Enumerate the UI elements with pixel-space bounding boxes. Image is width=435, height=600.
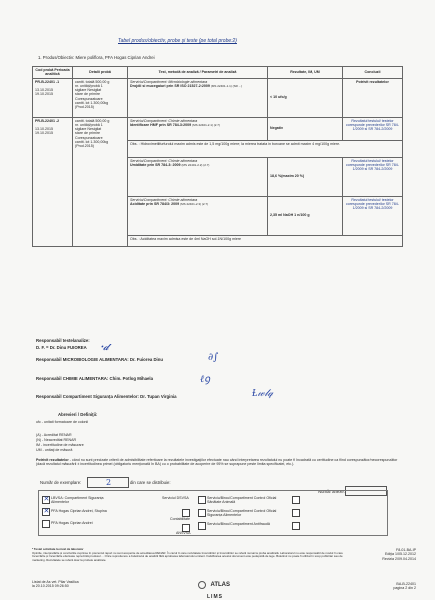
signature-4: Ɫ𝓌𝓁𝓆 <box>252 388 273 399</box>
annexes-label: Număr anexe: <box>318 489 345 494</box>
dist-label-sanatate-animala: Serviciu/Birou/Compartiment Control Oficial Sănătate Animală <box>207 496 277 505</box>
test-conclusion: Rezultatul testului/ testelor corespunde prevederilor SR 784-1/2009 si SR 784-2/2009 <box>343 196 403 235</box>
test-note: (MS 22401-2.1) (2.7) <box>192 122 220 127</box>
potrivit-title: Potrivit rezultatelor <box>36 458 69 462</box>
printed-date: la 20.10.2015 09:26:50 <box>32 584 69 589</box>
test-result: 2,35 ml NaOH 1 n/100 g <box>268 196 343 235</box>
form-code: F8-01-BA-IP <box>396 548 416 552</box>
checkbox-extra-3[interactable] <box>292 522 300 530</box>
test-conclusion: Potrivit rezultatelor <box>343 78 403 117</box>
checkbox-pfa-stupina[interactable]: ✕ <box>43 507 50 515</box>
table-row <box>33 78 403 117</box>
service-label: Serviciu/Compartiment: Chimie alimentara <box>130 118 198 123</box>
product-text: 1. Produs/Obiectiv: Miere poliflora, PFA Hogas Ciprian Andrei <box>38 55 155 60</box>
logo-sub: LIMS <box>207 594 223 600</box>
logo-text: ATLAS <box>210 581 231 588</box>
test-conclusion: Rezultatul testului/ testelor corespunde prevederilor SR 784-1/2009 si SR 784-2/2009 <box>343 157 403 196</box>
col-header-code: Cod probă Perioada analitică <box>33 67 73 79</box>
checkbox-lbvsa[interactable]: ✕ <box>43 495 50 503</box>
dist-label-pfa-stupina: PFA Hogas Ciprian Andrei, Stupina <box>51 509 107 513</box>
abbrev-heading: Abrevieri / Definiţii: <box>58 412 98 417</box>
sample-dates: 13.10.2015 19.10.2015 <box>35 126 53 136</box>
potrivit-block <box>36 458 400 467</box>
responsible-quality: Responsabil Compartiment Siguranța Alimentelor: Dr. Tupan Virginia <box>36 394 177 399</box>
dist-label-lbvsa: LBVSA: Compartiment Siguranța Alimentelor <box>51 496 104 505</box>
results-table <box>32 66 403 247</box>
abbrev-line: ufc - unitati formatoare de colonii <box>36 420 89 424</box>
col-header-conclusion: Concluzii <box>343 67 403 79</box>
test-result: Negativ <box>268 117 343 140</box>
abbrev-line: UM - unitaţi de măsură <box>36 448 73 452</box>
page-info <box>378 582 416 591</box>
test-conclusion: Rezultatul testului/ testelor corespunde prevederilor SR 784-1/2009 si SR 784-2/2009 <box>343 117 403 140</box>
legal-title: * Testel solicitate la nivel de laborator <box>32 547 84 551</box>
printed-by: Listat de As vet. Pilar Vasilica <box>32 580 79 584</box>
printed-info <box>32 580 79 589</box>
abbrev-line: IM - incertitudine de măsurare <box>36 443 84 447</box>
col-header-test: Test, metodă de analiză / Parametri de analiză <box>128 67 268 79</box>
dist-label-siguranta: Serviciu/Birou/Compartiment Control Oficial Siguranța Alimentelor <box>207 509 277 518</box>
copies-value: 2 <box>106 478 112 487</box>
form-edition: Ediţia 1/05.12.2012 <box>385 552 416 557</box>
table-title: Tabel produs/obiectiv, probe şi teste (pe total probe:2) <box>118 38 237 44</box>
test-result: 18,6 %(maxim 20 %) <box>268 157 343 196</box>
sample-code: PR-B-22401 -1 <box>35 79 60 84</box>
form-revision: Revizia 2/09.04.2014 <box>382 556 416 561</box>
logo-icon <box>198 581 206 589</box>
copies-field[interactable] <box>87 477 129 488</box>
table-row <box>33 117 403 140</box>
checkbox-antifrauda[interactable] <box>198 522 206 530</box>
col-header-details: Detalii probă <box>73 67 128 79</box>
sample-details: cantit. totală 500,00 g nr. unități/probă 1 sigilare Nesigilat stare de primire Corespunzatoare cantit. lot 1.300,00kg (Prod.2015) <box>73 117 128 246</box>
page-number: pagina 2 din 2 <box>393 586 416 591</box>
observation-note: Obs. : Hidroximetilfurfurolul maxim admis este de 1,5 mg/100g miere; la mierea tratata in borcane se admit maxim 4 mg/100g miere. <box>128 140 403 157</box>
legal-block <box>32 548 352 562</box>
dist-label-dsvsa: Serviciul DSVSA <box>162 496 189 500</box>
observation-note: Obs. : Aciditatea maxim admisa este de 4ml NaOH sol.1N/100g miere <box>128 235 403 246</box>
service-label: Serviciu/Compartiment: Chimie alimentara <box>130 158 198 163</box>
responsible-chem: Responsabil CHIMIE ALIMENTARA: Chim. Potlog Mihaela <box>36 376 153 381</box>
col-header-results: Rezultate, IM, UM <box>268 67 343 79</box>
service-label: Serviciu/Compartiment: Microbiologie alimentara <box>130 79 208 84</box>
doc-code: BA-B-22401 <box>396 582 416 586</box>
dist-label-ansvsa: ANSVSA <box>176 531 191 535</box>
test-name: Identificare HMF prin SR 784-3:2009 <box>130 122 192 127</box>
legal-text: Opiniile, interpretările și concluziile cuprinse în prezentul raport nu sunt acoperite de acreditarea RENAR. În cazul în care rezultatele încercărilor și încercărilor se referă numai la proba analizată. Laboratorul nu este responsabil de modul în care încercările și încercările efectuate reprezintă produsul ... Orice reproducere a buletinului de analiză fără aprobarea laboratorului emitent. Falsificarea acestui document este pedepsită de lege. Buletinul nu poate fi utilizat în scop publicitar sau de marketing. Rezultatele se referă doar la probele analizate. <box>32 550 343 562</box>
table-header-row <box>33 67 403 79</box>
product-line <box>38 55 155 60</box>
sample-code: PR-B-22401 -2 <box>35 118 60 123</box>
abbrev-line: (A) - Acreditat RENAR <box>36 433 72 437</box>
form-info <box>378 548 416 561</box>
sample-dates: 13.10.2015 19.10.2015 <box>35 87 53 97</box>
test-note: (MS 22401-1.1) (SR ...) <box>210 83 243 88</box>
potrivit-text: - când nu sunt precizate criterii de admisibilitate referitoare la rezultatele investigaţiilor efectuate nau când interpretarea rezultatului nu poate fi încadrată cu certitudine ca fiind corespunzător/necorespunzător (dacă rezultatul măsurării ± incertitudinea primei (obligatoriu menţionată în BA) cu o probabilitate de acoperire de 95% se suprapune peste limita specificatei, etc.). <box>36 458 398 467</box>
test-result: < 10 ufc/g <box>268 78 343 117</box>
sample-details: cantit. totală 500,00 g nr. unități/probă 1 sigilare Nesigilat stare de primire Corespunzatoare cantit. lot 1.300,00kg (Prod.2015) <box>73 78 128 117</box>
checkbox-extra-1[interactable] <box>292 496 300 504</box>
responsible-micro: Responsabil MICROBIOLOGIE ALIMENTARA: Dr. Fuiorea Dinu <box>36 357 164 362</box>
test-name: Aciditate prin SR 784/3: 2009 <box>130 201 180 206</box>
test-name: Umiditate prin SR 784-3: 2009 <box>130 162 181 167</box>
signature-1: ꞏ𝓭 <box>100 342 109 353</box>
responsibles-heading: Responsabil testelanalize: <box>36 338 90 343</box>
responsible-doctor: D. F. = Dr. Dinu FUIOREA <box>36 345 87 350</box>
service-label: Serviciu/Compartiment: Chimie alimentara <box>130 197 198 202</box>
dist-label-antifrauda: Serviciu/Birou/Compartiment Antifraudă <box>207 522 270 526</box>
checkbox-extra-2[interactable] <box>292 509 300 517</box>
copies-label: Număr de exemplare: <box>40 480 82 485</box>
signature-2: ∂∫ <box>208 352 219 363</box>
atlas-logo <box>198 576 230 600</box>
test-note: (MS 22401-2.2) (2.7) <box>181 162 210 167</box>
signature-3: ℓꝯ <box>200 374 211 385</box>
dist-label-contabilitate: Contabilitate <box>170 517 190 521</box>
test-name: Drojdii si mucegaiuri prin SR ISO 21527-2:2009 <box>130 83 210 88</box>
checkbox-siguranta[interactable] <box>198 509 206 517</box>
abbrev-line: (N) - Neacreditat RENAR <box>36 438 77 442</box>
checkbox-contabilitate[interactable] <box>182 509 190 517</box>
test-note: (MS 22401-2.3) (2.7) <box>180 201 208 206</box>
checkbox-pfa[interactable] <box>42 520 50 528</box>
checkbox-sanatate-animala[interactable] <box>198 496 206 504</box>
distribute-label: din care se distribuie: <box>130 480 171 485</box>
dist-label-pfa: PFA Hogas Ciprian Andrei <box>51 521 93 525</box>
